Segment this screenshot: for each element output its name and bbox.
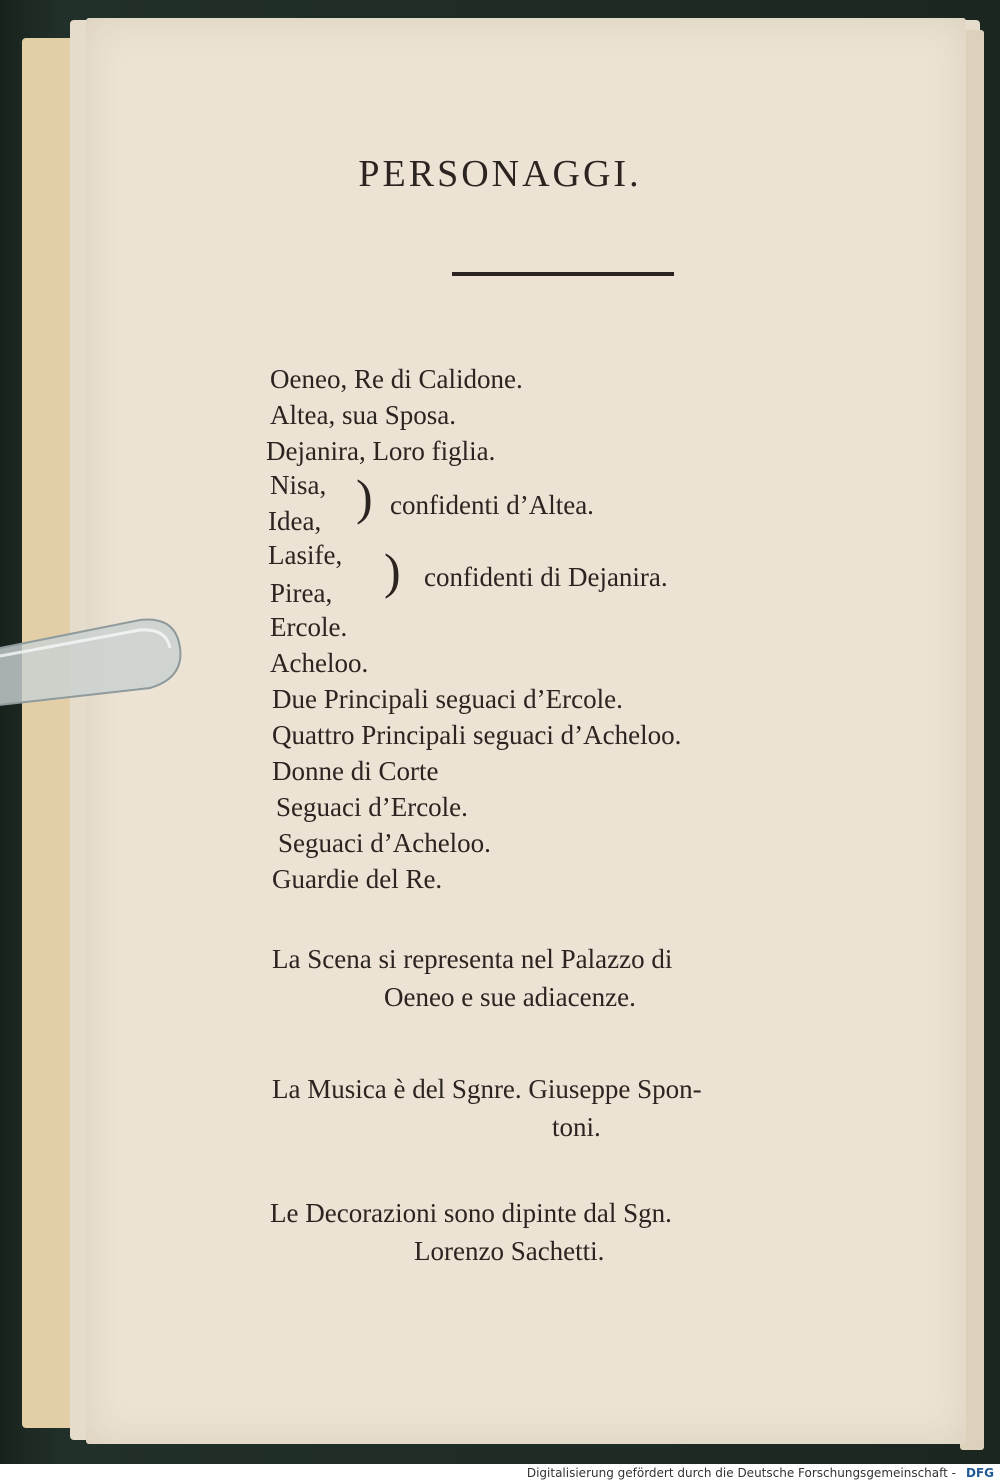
character-name: Lasife, (268, 540, 343, 570)
scene-note-line: Oeneo e sue adiacenze. (384, 982, 636, 1012)
decoration-credit-line: Le Decorazioni sono dipinte dal Sgn. (270, 1198, 672, 1228)
character-name: Nisa, (270, 470, 327, 500)
character-name: Idea, (268, 506, 322, 536)
character-name: Pirea, (270, 578, 333, 608)
page-heading: PERSONAGGI. (358, 153, 642, 195)
character-line: Altea, sua Sposa. (270, 400, 456, 430)
character-line: Due Principali seguaci d’Ercole. (272, 684, 623, 714)
character-line: Quattro Principali seguaci d’Acheloo. (272, 720, 682, 750)
heading-rule (452, 272, 674, 276)
character-line: Ercole. (270, 612, 348, 642)
character-group-label: confidenti di Dejanira. (424, 562, 668, 592)
music-credit-line: toni. (552, 1112, 601, 1142)
footer-credit: Digitalisierung gefördert durch die Deutsche Forschungsgemeinschaft - (526, 1466, 956, 1480)
music-credit-line: La Musica è del Sgnre. Giuseppe Spon- (272, 1074, 702, 1104)
dfg-logo: DFG (965, 1466, 994, 1480)
character-line: Acheloo. (270, 648, 369, 678)
decoration-credit-line: Lorenzo Sachetti. (414, 1236, 605, 1266)
character-line: Dejanira, Loro figlia. (266, 436, 496, 466)
character-line: Seguaci d’Acheloo. (278, 828, 491, 858)
clear-page-holder (0, 612, 190, 712)
character-line: Oeneo, Re di Calidone. (270, 364, 523, 394)
character-line: Guardie del Re. (272, 864, 443, 894)
group-brace: ) (384, 543, 401, 599)
character-line: Donne di Corte (272, 756, 439, 786)
group-brace: ) (356, 469, 373, 525)
scene-note-line: La Scena si representa nel Palazzo di (272, 944, 673, 974)
character-line: Seguaci d’Ercole. (276, 792, 468, 822)
character-group-label: confidenti d’Altea. (390, 490, 594, 520)
